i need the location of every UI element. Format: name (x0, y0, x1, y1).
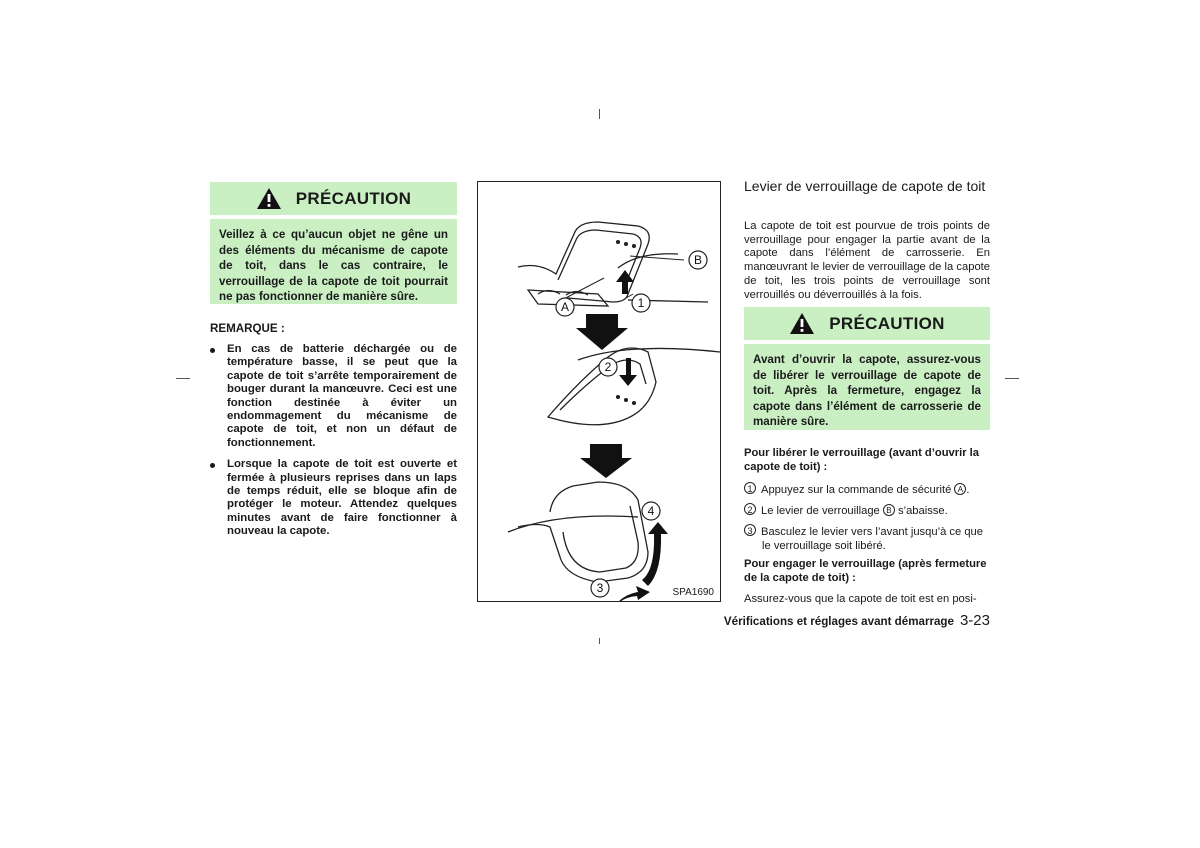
label-a: A (560, 300, 570, 314)
release-heading: Pour libérer le verrouillage (avant d’ouvrir la capote de toit) : (744, 447, 980, 473)
right-caution-body: Avant d’ouvrir la capote, assurez-vous de libérer le verrouillage de capote de toit. Après la fermeture, engagez la capote dans l’élément de carrosserie de manière sûre. (744, 344, 990, 430)
bullet-icon (210, 348, 215, 353)
label-b: B (693, 253, 703, 267)
label-b: B (883, 504, 895, 516)
label-4: 4 (647, 504, 655, 518)
crop-mark-top (599, 109, 600, 119)
label-a: A (954, 483, 966, 495)
section-title: Levier de verrouillage de capote de toit (744, 178, 986, 194)
right-caution-header (744, 307, 990, 340)
left-caution-header (210, 182, 457, 215)
step-number: 1 (744, 482, 756, 494)
warning-icon (256, 187, 282, 210)
left-caution-title: PRÉCAUTION (295, 188, 412, 208)
remark-list (210, 343, 457, 547)
illustration-frame (477, 181, 721, 602)
warning-icon (789, 312, 815, 335)
engage-heading: Pour engager le verrouillage (après fermeture de la capote de toit) : (744, 558, 987, 584)
crop-mark-bottom (599, 638, 600, 644)
step-number: 2 (744, 503, 756, 515)
bullet-icon (210, 463, 215, 468)
crop-mark-left (176, 378, 190, 379)
page-footer (724, 612, 990, 629)
release-step-1: 1 Appuyez sur la commande de sécurité A . (744, 482, 991, 498)
list-item: En cas de batterie déchargée ou de température basse, il se peut que la capote de toit s’arrête temporairement de bouger durant la manœuvre. Ceci est une fonction destinée à éviter un endommagement du mécanisme de capote de toit, et non un défaut de fonctionnement. (210, 343, 457, 450)
figure-code: SPA1690 (672, 587, 714, 598)
label-1: 1 (637, 296, 645, 310)
release-step-2: 2 Le levier de verrouillage B s’abaisse. (744, 503, 991, 519)
right-caution-title: PRÉCAUTION (829, 313, 945, 333)
engage-text: Assurez-vous que la capote de toit est en posi- (744, 593, 977, 605)
release-step-3: 3 Basculez le levier vers l’avant jusqu’à ce que le verrouillage soit libéré. (744, 524, 991, 553)
crop-mark-right (1005, 378, 1019, 379)
remark-title: REMARQUE : (210, 322, 285, 335)
step-number: 3 (744, 524, 756, 536)
label-3: 3 (596, 581, 604, 595)
section-intro: La capote de toit est pourvue de trois points de verrouillage pour engager la partie avant de la capote dans l’élément de carrosserie. En manœuvrant le levier de verrouillage de la capote de toit, les trois points de verrouillage sont verrouillés ou déverrouillés à la fois. (744, 220, 990, 301)
label-2: 2 (604, 360, 612, 374)
left-caution-body: Veillez à ce qu’aucun objet ne gêne un des éléments du mécanisme de capote de toit, dans le cas contraire, le verrouillage de la capote de toit pourrait ne pas fonctionner de manière sûre. (210, 219, 457, 304)
roof-lock-illustration (478, 182, 720, 601)
footer-title: Vérifications et réglages avant démarrage (723, 615, 954, 628)
list-item: Lorsque la capote de toit est ouverte et fermée à plusieurs reprises dans un laps de temps réduit, elle se bloque afin de protéger le moteur. Attendez quelques minutes avant de faire fonctionner à nouveau la capote. (210, 458, 457, 538)
page-number: 3-23 (959, 612, 990, 629)
